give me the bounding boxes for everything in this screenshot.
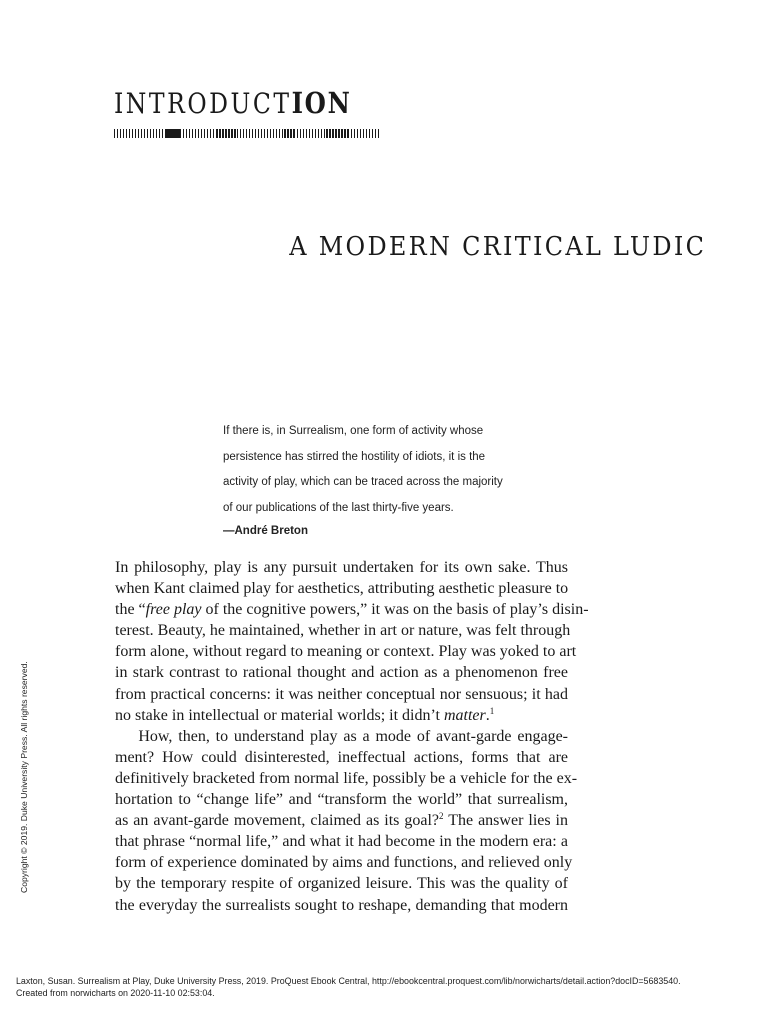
epigraph-line: If there is, in Surrealism, one form of activity whose bbox=[223, 425, 484, 437]
sidebar-copyright: Copyright © 2019. Duke University Press. All rights reserved. bbox=[19, 661, 29, 893]
footer-citation-link[interactable]: Laxton, Susan. Surrealism at Play, Duke University Press, 2019. ProQuest Ebook Central, http://ebookcentral.proquest.com/lib/norwicharts/detail.action?docID=5683540. bbox=[16, 976, 681, 986]
footer-created: Created from norwicharts on 2020-11-10 02:53:04. bbox=[16, 988, 215, 998]
footnote-ref-2[interactable]: 2 bbox=[439, 811, 444, 822]
epigraph-attribution: —André Breton bbox=[223, 525, 308, 538]
body-text bbox=[115, 557, 589, 916]
paragraph-1-line: in stark contrast to rational thought and action as a phenomenon free bbox=[115, 664, 568, 682]
decorative-tick-rule bbox=[114, 129, 380, 138]
footer bbox=[16, 975, 681, 999]
paragraph-2-line: by the temporary respite of organized leisure. This was the quality of bbox=[115, 875, 568, 893]
paragraph-1-line: the “free play of the cognitive powers,” it was on the basis of play’s disin- bbox=[115, 601, 589, 619]
paragraph-1-line: terest. Beauty, he maintained, whether in art or nature, was felt through bbox=[115, 622, 571, 640]
paragraph-1-line: when Kant claimed play for aesthetics, attributing aesthetic pleasure to bbox=[115, 580, 569, 598]
chapter-label-tail: ION bbox=[291, 86, 352, 120]
epigraph-line: activity of play, which can be traced across the majority bbox=[223, 476, 503, 489]
paragraph-1-line: from practical concerns: it was neither conceptual nor sensuous; it had bbox=[115, 685, 568, 703]
paragraph-2-line: that phrase “normal life,” and what it had become in the modern era: a bbox=[115, 833, 568, 851]
paragraph-2-line: definitively bracketed from normal life, possibly be a vehicle for the ex- bbox=[115, 769, 578, 787]
paragraph-2-line: How, then, to understand play as a mode of avant-garde engage- bbox=[138, 727, 568, 745]
footnote-ref-1[interactable]: 1 bbox=[489, 705, 495, 716]
chapter-label-main: INTRODUCT bbox=[114, 87, 292, 120]
emphasis-free-play: free play bbox=[145, 601, 202, 619]
paragraph-2-line: ment? How could disinterested, ineffectual actions, forms that are bbox=[115, 748, 568, 766]
paragraph-1-line: form alone, without regard to meaning or context. Play was yoked to art bbox=[115, 643, 577, 661]
paragraph-2-line: as an avant-garde movement, claimed as its goal?$^2$ The answer lies in bbox=[115, 811, 569, 830]
paragraph-1-line: In philosophy, play is any pursuit undertaken for its own sake. Thus bbox=[115, 559, 568, 576]
epigraph bbox=[223, 419, 568, 545]
emphasis-matter: matter bbox=[443, 706, 486, 724]
paragraph-2-line: hortation to “change life” and “transform the world” that surrealism, bbox=[115, 791, 568, 809]
epigraph-line: persistence has stirred the hostility of idiots, it is the bbox=[223, 450, 486, 463]
paragraph-1-line: no stake in intellectual or material worlds; it didn’t matter.$^1$ bbox=[115, 705, 495, 724]
epigraph-line: of our publications of the last thirty-five years. bbox=[223, 501, 454, 514]
paragraph-2-line: form of experience dominated by aims and functions, and relieved only bbox=[115, 854, 573, 872]
chapter-title: A MODERN CRITICAL LUDIC bbox=[289, 232, 706, 262]
chapter-label bbox=[114, 86, 352, 120]
paragraph-2-line: the everyday the surrealists sought to reshape, demanding that modern bbox=[115, 896, 568, 914]
